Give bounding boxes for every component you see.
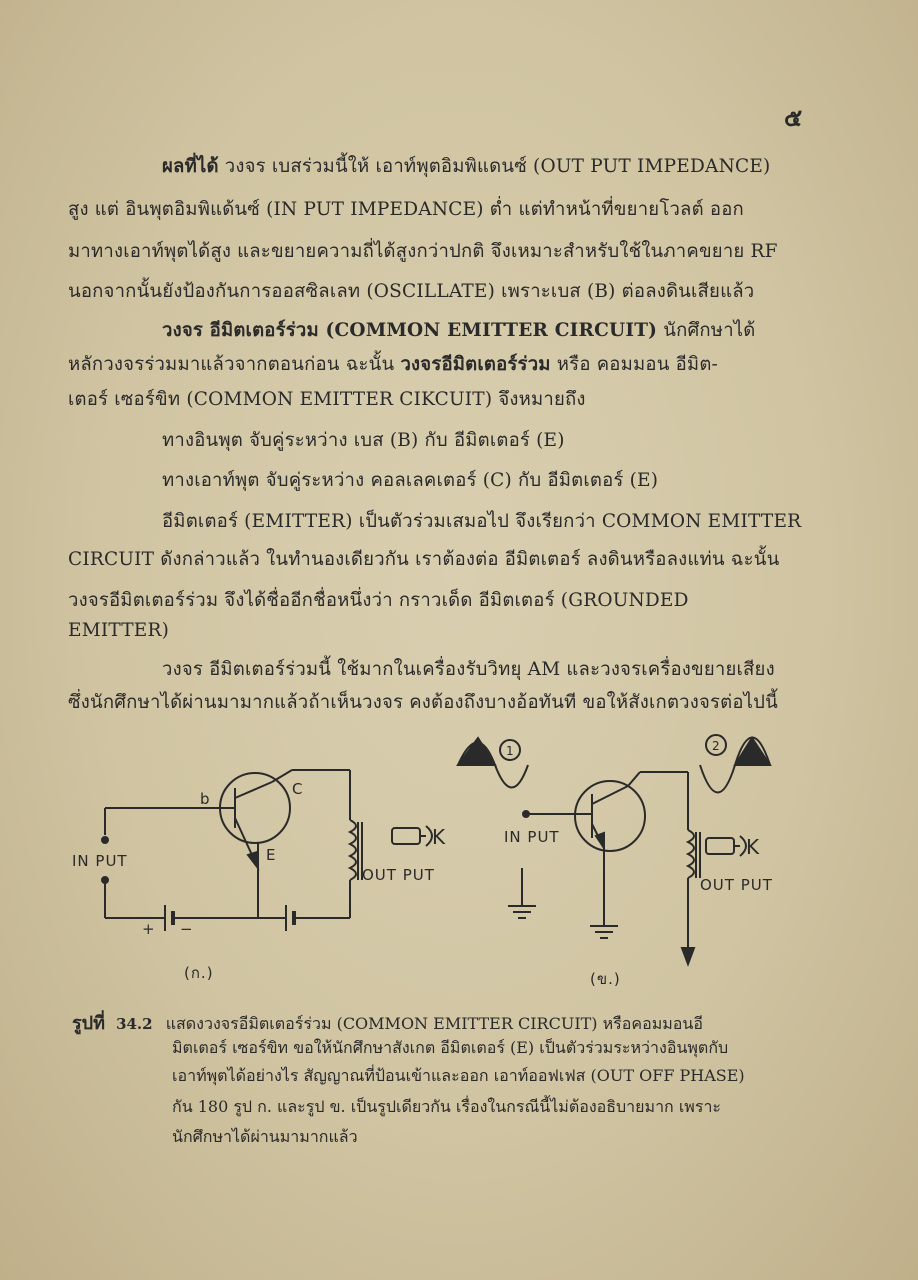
paragraph-4-line-2: CIRCUIT ดังกล่าวแล้ว ในทำนองเดียวกัน เราต้องต่อ อีมิตเตอร์ ลงดินหรือลงแท่น ฉะนั้น bbox=[68, 549, 780, 570]
paragraph-1-line-2: สูง แต่ อินพุตอิมพิแด้นซ์ (IN PUT IMPEDANCE) ต่ำ แต่ทำหน้าที่ขยายโวลต์ ออก bbox=[68, 199, 744, 220]
paragraph-1-line-3: มาทางเอาท์พุตได้สูง และขยายความถี่ได้สูงกว่าปกติ จึงเหมาะสำหรับใช้ในภาคขยาย RF bbox=[68, 241, 778, 262]
figure-b-marker-1: 1 bbox=[506, 744, 515, 758]
figure-caption-text-1: แสดงวงจรอีมิตเตอร์ร่วม (COMMON EMITTER CIRCUIT) หรือคอมมอนอี bbox=[165, 1014, 703, 1033]
figure-caption-number: 34.2 bbox=[116, 1015, 153, 1033]
paragraph-2-text-c: หรือ คอมมอน อีมิต- bbox=[556, 354, 718, 375]
figure-a-label-e: E bbox=[266, 846, 277, 864]
figure-caption-prefix: รูปที่ bbox=[72, 1013, 105, 1034]
paragraph-1-line-4: นอกจากนั้นยังป้องกันการออสซิลเลท (OSCILLATE) เพราะเบส (B) ต่อลงดินเสียแล้ว bbox=[68, 281, 755, 302]
paragraph-1-text: วงจร เบสร่วมนี้ให้ เอาท์พุตอิมพิแดนซ์ (OUT PUT IMPEDANCE) bbox=[224, 156, 771, 177]
input-pair-line: ทางอินพุต จับคู่ระหว่าง เบส (B) กับ อีมิตเตอร์ (E) bbox=[162, 430, 565, 451]
figure-b-sublabel: (ข.) bbox=[590, 970, 621, 988]
output-pair-line: ทางเอาท์พุต จับคู่ระหว่าง คอลเลคเตอร์ (C) กับ อีมิตเตอร์ (E) bbox=[162, 470, 659, 491]
figure-b-common-emitter-circuit bbox=[450, 730, 800, 990]
figure-b-label-k: K bbox=[746, 835, 761, 859]
figure-a-label-k: K bbox=[432, 825, 447, 849]
paragraph-1-line-1 bbox=[162, 152, 770, 181]
paragraph-4-line-1: อีมิตเตอร์ (EMITTER) เป็นตัวร่วมเสมอไป จึงเรียกว่า COMMON EMITTER bbox=[162, 511, 802, 532]
figure-caption-line-5: นักศึกษาได้ผ่านมามากแล้ว bbox=[172, 1127, 358, 1146]
paragraph-5-line-1: วงจร อีมิตเตอร์ร่วมนี้ ใช้มากในเครื่องรับวิทยุ AM และวงจรเครื่องขยายเสียง bbox=[162, 659, 775, 680]
section-heading: วงจร อีมิตเตอร์ร่วม (COMMON EMITTER CIRCUIT) bbox=[162, 320, 658, 341]
paragraph-4-line-4: EMITTER) bbox=[68, 620, 170, 641]
figure-a-common-emitter-circuit bbox=[60, 740, 480, 990]
figure-a-label-c: C bbox=[292, 780, 304, 798]
paragraph-2-bold-term: วงจรอีมิตเตอร์ร่วม bbox=[400, 354, 551, 375]
figure-a-label-b: b bbox=[200, 790, 211, 808]
paragraph-5-line-2: ซึ่งนักศึกษาได้ผ่านมามากแล้วถ้าเห็นวงจร คงต้องถึงบางอ้อทันที ขอให้สังเกตวงจรต่อไปนี้ bbox=[68, 692, 778, 713]
paragraph-2-text-a: หลักวงจรร่วมมาแล้วจากตอนก่อน ฉะนั้น bbox=[68, 354, 395, 375]
figure-caption-line-4: กัน 180 รูป ก. และรูป ข. เป็นรูปเดียวกัน เรื่องในกรณีนี้ไม่ต้องอธิบายมาก เพราะ bbox=[172, 1097, 722, 1116]
figure-a-label-input: IN PUT bbox=[72, 852, 128, 870]
paragraph-2-line-3: เตอร์ เซอร์ขิท (COMMON EMITTER CIKCUIT) จึงหมายถึง bbox=[68, 389, 586, 410]
paragraph-2-line-2 bbox=[68, 350, 718, 379]
figure-b-label-input: IN PUT bbox=[504, 828, 560, 846]
paragraph-2-line-1 bbox=[162, 316, 756, 345]
figure-b-label-output: OUT PUT bbox=[700, 876, 773, 894]
paragraph-1-lead: ผลที่ได้ bbox=[162, 156, 219, 177]
figure-caption-line-1 bbox=[72, 1008, 703, 1037]
paragraph-4-line-3: วงจรอีมิตเตอร์ร่วม จึงได้ชื่ออีกชื่อหนึ่งว่า กราวเด็ด อีมิตเตอร์ (GROUNDED bbox=[68, 590, 689, 611]
paragraph-2-text: นักศึกษาได้ bbox=[663, 320, 756, 341]
figure-b-marker-2: 2 bbox=[712, 739, 721, 753]
figure-a-label-output: OUT PUT bbox=[362, 866, 435, 884]
figure-a-sublabel: (ก.) bbox=[184, 964, 214, 982]
figure-a-label-plus: + bbox=[142, 920, 156, 938]
figure-caption-line-2: มิตเตอร์ เซอร์ขิท ขอให้นักศึกษาสังเกต อีมิตเตอร์ (E) เป็นตัวร่วมระหว่างอินพุตกับ bbox=[172, 1038, 729, 1057]
figure-a-label-minus: − bbox=[180, 920, 194, 938]
page-number: ๕ bbox=[784, 103, 803, 132]
figure-caption-line-3: เอาท์พุตได้อย่างไร สัญญาณที่ป้อนเข้าและออก เอาท์ออฟเฟส (OUT OFF PHASE) bbox=[172, 1066, 745, 1085]
